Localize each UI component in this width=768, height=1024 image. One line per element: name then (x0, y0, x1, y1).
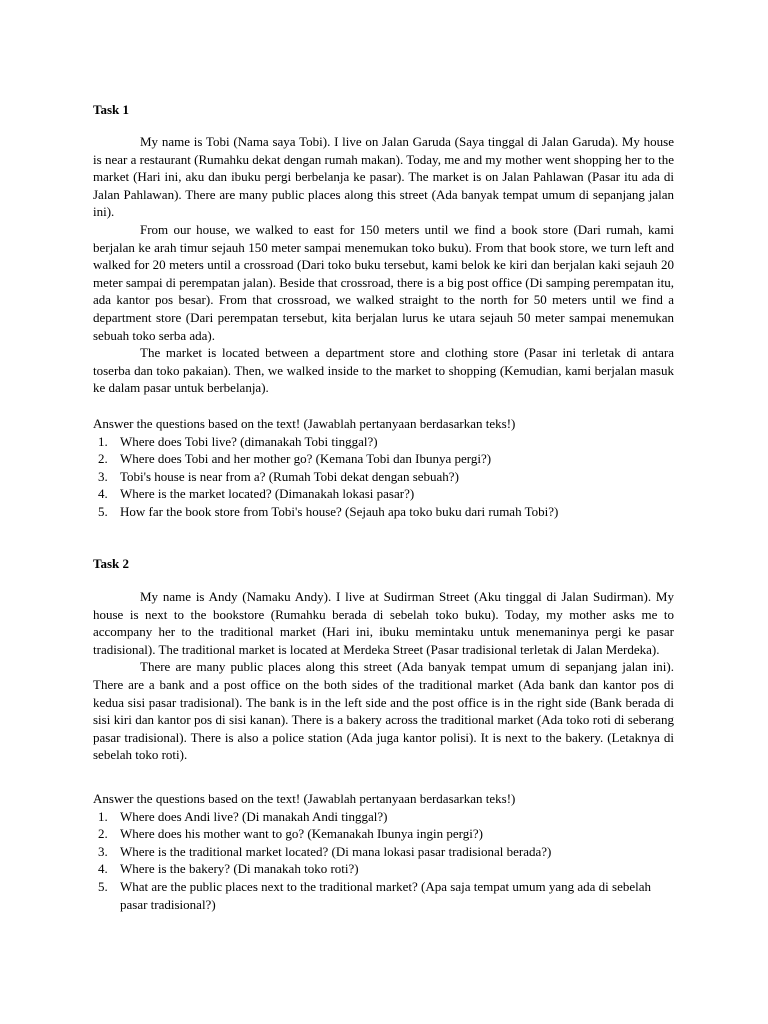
task1-paragraph-2: From our house, we walked to east for 150 meters until we find a book store (Dari rumah, kami berjalan ke arah timur sejauh 150 meter sampai menemukan toko buku). From that book store, we turn left and walked for 20 meters until a crossroad (Dari toko buku tersebut, kami belok ke kiri dan berjalan kaki sejauh 20 meter sampai di perempatan jalan). Beside that crossroad, there is a big post office (Di samping perempatan itu, ada kantor pos besar). From that crossroad, we walked straight to the north for 50 meters until we find a department store (Dari perempatan tersebut, kita berjalan lurus ke utara sejauh 50 meter sampai menemukan sebuah toko serba ada). (93, 221, 674, 343)
task2-paragraph-2: There are many public places along this street (Ada banyak tempat umum di sepanjang jalan ini). There are a bank and a post office on the both sides of the traditional market (Ada bank dan kantor pos di kedua sisi pasar tradisional). The bank is in the left side and the post office is in the right side (Bank berada di sisi kiri dan kantor pos di sisi kanan). There is a bakery across the traditional market (Ada toko roti di seberang pasar tradisional). There is also a police station (Ada juga kantor polisi). It is next to the bakery. (Letaknya di sebelah toko roti). (93, 659, 674, 763)
task2-paragraph-1: My name is Andy (Namaku Andy). I live at Sudirman Street (Aku tinggal di Jalan Sudirman). My house is next to the bookstore (Rumahku berada di sebelah toko buku). Today, my mother asks me to accompany her to the traditional market (Hari ini, ibuku memintaku untuk menemaninya pergi ke pasar tradisional). The traditional market is located at Merdeka Street (Pasar tradisional terletak di Jalan Merdeka). (93, 589, 674, 657)
task1-question-list (93, 433, 674, 521)
task2-instruction: Answer the questions based on the text! (Jawablah pertanyaan berdasarkan teks!) (93, 791, 516, 806)
task1-paragraph-1: My name is Tobi (Nama saya Tobi). I live on Jalan Garuda (Saya tinggal di Jalan Garuda). My house is near a restaurant (Rumahku dekat dengan rumah makan). Today, me and my mother went shopping her to the market (Hari ini, aku dan ibuku pergi berbelanja ke pasar). The market is on Jalan Pahlawan (Pasar itu ada di Jalan Pahlawan). There are many public places along this street (Ada banyak tempat umum di sepanjang jalan ini). (93, 134, 674, 220)
list-item (93, 433, 674, 451)
question-text: Where does Andi live? (Di manakah Andi tinggal?) (120, 808, 388, 824)
question-number: 3. (98, 843, 108, 859)
task1-paragraph-3: The market is located between a department store and clothing store (Pasar ini terletak di antara toserba dan toko pakaian). Then, we walked inside to the market to shopping (Kemudian, kami berjalan masuk ke dalam pasar untuk berbelanja). (93, 345, 674, 396)
question-number: 3. (98, 468, 108, 484)
task2-questions-section (93, 790, 674, 913)
question-number: 5. (98, 878, 108, 894)
question-number: 1. (98, 808, 108, 824)
question-text: Where does Tobi live? (dimanakah Tobi tinggal?) (120, 433, 378, 449)
list-item (93, 485, 674, 503)
list-item (93, 860, 674, 878)
task2-section (93, 555, 674, 572)
list-item (93, 503, 674, 521)
question-text: What are the public places next to the traditional market? (Apa saja tempat umum yang ada di sebelah pasar tradisional?) (120, 878, 651, 912)
question-text: How far the book store from Tobi's house? (Sejauh apa toko buku dari rumah Tobi?) (120, 503, 559, 519)
task2-title: Task 2 (93, 556, 130, 571)
question-text: Tobi's house is near from a? (Rumah Tobi dekat dengan sebuah?) (120, 468, 459, 484)
question-number: 2. (98, 451, 108, 467)
question-number: 4. (98, 861, 108, 877)
task1-instruction: Answer the questions based on the text! (Jawablah pertanyaan berdasarkan teks!) (93, 416, 516, 431)
task1-questions-section (93, 415, 674, 521)
question-text: Where does Tobi and her mother go? (Kemana Tobi dan Ibunya pergi?) (120, 451, 492, 467)
question-number: 2. (98, 826, 108, 842)
list-item (93, 808, 674, 826)
question-text: Where is the bakery? (Di manakah toko roti?) (120, 861, 359, 877)
task1-reading-text (93, 133, 674, 397)
question-text: Where is the traditional market located? (Di mana lokasi pasar tradisional berada?) (120, 843, 552, 859)
task1-title: Task 1 (93, 102, 130, 117)
list-item (93, 878, 674, 913)
question-number: 1. (98, 433, 108, 449)
question-number: 5. (98, 503, 108, 519)
task2-question-list (93, 808, 674, 914)
question-text: Where is the market located? (Dimanakah lokasi pasar?) (120, 486, 415, 502)
question-text: Where does his mother want to go? (Kemanakah Ibunya ingin pergi?) (120, 826, 483, 842)
list-item (93, 825, 674, 843)
list-item (93, 468, 674, 486)
question-number: 4. (98, 486, 108, 502)
task2-reading-text (93, 588, 674, 764)
task1-section (93, 101, 674, 118)
list-item (93, 843, 674, 861)
list-item (93, 450, 674, 468)
